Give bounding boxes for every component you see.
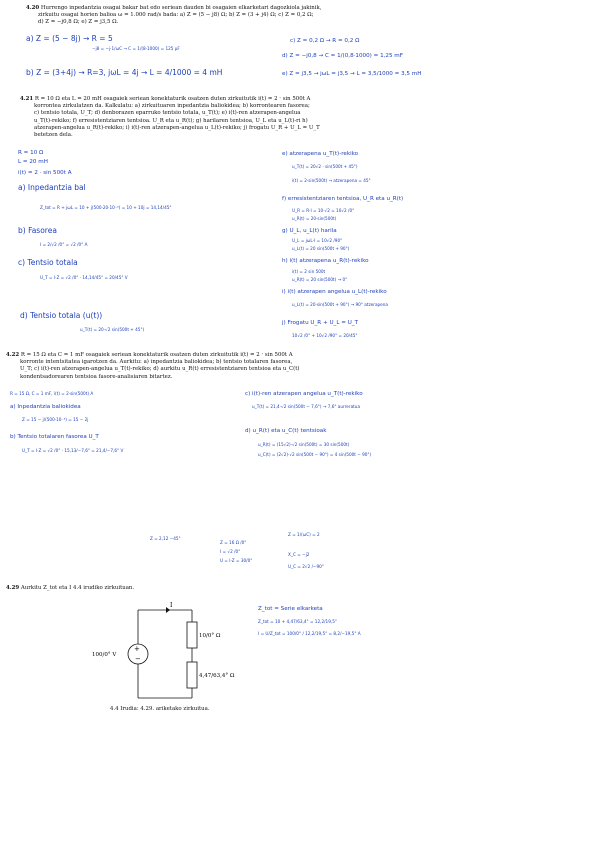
handwritten-note: e) Z = j3,5 → jωL = j3,5 → L = 3,5/1000 = 3,5 mH — [282, 71, 422, 77]
problem-4-29 — [6, 585, 566, 592]
problem-text: atzerapen-angelua u_R(t)-rekiko; i) i(t)-ren atzerapen-angelua u_L(t)-rekiko; j) frogatu U_R + U_L = U_T — [34, 124, 320, 131]
handwritten-note: e) atzerapena u_T(t)-rekiko — [282, 151, 359, 157]
handwritten-note: a) Inpedantzia baliokidea — [10, 404, 81, 410]
problem-text: betetzen dela. — [34, 132, 73, 139]
problem-4-20 — [26, 5, 586, 27]
handwritten-note: a) Z = (5 − 8j) → R = 5 — [26, 34, 113, 43]
problem-number: 4.20 — [26, 5, 40, 11]
handwritten-note: u_C(t) = (2√2)·√2 sin(500t − 90°) = 4 sin(500t − 90°) — [258, 452, 372, 457]
handwritten-note: U_L = jωL·I = 10√2 /90° — [292, 238, 343, 243]
impedance-z1 — [187, 622, 197, 648]
handwritten-note: R = 15 Ω, C = 1 mF, i(t) = 2·sin(500t) A — [10, 391, 94, 396]
handwritten-note: R = 10 Ω — [18, 150, 44, 156]
problem-text: korronte intentsitatea igarotzen da. Aurkitu: a) inpedantzia baliokidea; b) tentsio totalaren fasorea, — [20, 359, 293, 366]
handwritten-note: U_R = R·I = 10·√2 = 10√2 /0° — [292, 208, 355, 213]
handwritten-note: d) u_R(t) eta u_C(t) tentsioak — [245, 428, 327, 434]
handwritten-note: i) i(t) atzerapen angelua u_L(t)-rekiko — [282, 289, 387, 295]
handwritten-note: c) i(t)-ren atzerapen angelua u_T(t)-rekiko — [245, 391, 363, 397]
source-label: 100/0° V — [92, 652, 117, 658]
handwritten-note: Z = 16 Ω /0° — [220, 540, 247, 545]
impedance-z2 — [187, 662, 197, 688]
problem-text: R = 10 Ω eta L = 20 mH osagaiek seriean konektaturik osatzen duten zirkuitutik i(t) = 2 · sin 500t A — [34, 96, 311, 102]
figure-caption: 4.4 Irudia: 4.29. ariketako zirkuitua. — [110, 706, 210, 712]
handwritten-note: X_C = −j2 — [288, 552, 310, 557]
problem-4-21 — [20, 96, 585, 139]
handwritten-note: Z = 2,12 −45° — [150, 536, 181, 541]
source-minus-sign: − — [135, 655, 141, 663]
handwritten-note: u_R(t) = 20·sin(500t) — [292, 216, 337, 221]
z1-label: 10/0° Ω — [199, 633, 221, 639]
handwritten-note: 10√2 /0° + 10√2 /90° = 20/45° — [292, 333, 358, 338]
handwritten-note: U_T = I·Z = √2 /0° · 15,13/−7,6° = 21,4/−7,6° V — [22, 448, 124, 453]
handwritten-note: b) Fasorea — [18, 226, 57, 235]
problem-number: 4.22 — [6, 352, 20, 358]
handwritten-note: c) Tentsio totala — [18, 258, 78, 267]
handwritten-note: u_R(t) = 20 sin(500t) → 0° — [292, 277, 348, 282]
circuit-diagram — [90, 600, 240, 720]
handwritten-note: u_T(t) = 20·√2 sin(500t + 45°) — [80, 327, 145, 332]
handwritten-note: I = √2 /0° — [220, 549, 241, 554]
handwritten-note: U = I·Z = 30/0° — [220, 558, 253, 563]
handwritten-note: c) Z = 0,2 Ω → R = 0,2 Ω — [290, 38, 360, 44]
problem-text: c) tentsio totala, U_T; d) denborazen eparruko tentsio totala, u_T(t); e) i(t)-ren atzerapen-angelua — [34, 110, 301, 117]
handwritten-note: i(t) = 2 · sin 500t A — [18, 170, 72, 176]
handwritten-note: d) Z = −j0,8 → C = 1/(0,8·1000) = 1,25 mF — [282, 53, 403, 59]
handwritten-note: U_T = I·Z = √2 /0° · 14,14/45° = 20/45° V — [40, 275, 128, 280]
z2-label: 4,47/63,4° Ω — [199, 673, 235, 679]
handwritten-note: f) erresistentziaren tentsioa, U_R eta u_R(t) — [282, 196, 404, 202]
handwritten-note: i(t) = 2·sin(500t) → atzerapena = 45° — [292, 178, 371, 183]
problem-text: U_T; c) i(t)-ren atzerapen-angelua u_T(t)-rekiko; d) aurkitu u_R(t) erresistentziaren tentsioa eta u_C(t) — [20, 366, 300, 373]
source-plus-sign: + — [134, 645, 140, 653]
handwritten-note: I = 2/√2 /0° = √2 /0° A — [40, 242, 88, 247]
problem-text: korrontea zirkulatzen da. Kalkulatu: a) zirkuituaren inpedantzia baliokidea; b) korrontearen fasorea; — [34, 103, 310, 110]
handwritten-note: i(t) = 2 sin 500t — [292, 269, 326, 274]
handwritten-note: Z_tot = R + jωL = 10 + j(500·20·10⁻³) = 10 + 10j = 14,14/45° — [40, 205, 172, 210]
problem-text: R = 15 Ω eta C = 1 mF osagaiek seriean konektaturik osatzen duten zirkuitutik i(t) = 2 · sin 500t A — [20, 352, 293, 358]
problem-number: 4.21 — [20, 96, 34, 102]
handwritten-note: −j8 = −j·1/ωC → C = 1/(8·1000) = 125 μF — [92, 46, 180, 51]
handwritten-note: j) Frogatu U_R + U_L = U_T — [282, 320, 358, 326]
handwritten-note: Z_tot = Serie elkarketa — [258, 606, 323, 612]
handwritten-note: h) i(t) atzerapena u_R(t)-rekiko — [282, 258, 369, 264]
handwritten-note: U_C = 2√2 /−90° — [288, 564, 324, 569]
handwritten-note: g) U_L, u_L(t) harila — [282, 228, 337, 234]
handwritten-note: Z_tot = 10 + 4,47/63,4° = 12,2/19,5° — [258, 619, 337, 624]
problem-text: d) Z = −j0,8 Ω; e) Z = j3,5 Ω. — [38, 19, 119, 26]
handwritten-note: Z = 1/(ωC) = 2 — [288, 532, 320, 537]
handwritten-note: u_L(t) = 20·sin(500t + 90°) → 90° atzerapena — [292, 302, 388, 307]
handwritten-note: u_T(t) = 21,4·√2 sin(500t − 7,6°) → 7,6° aurreratua — [252, 404, 361, 409]
problem-text: kondentsadorearen tentsioa fasore-analisiaren bitartez. — [20, 373, 173, 380]
handwritten-note: u_L(t) = 20 sin(500t + 90°) — [292, 246, 350, 251]
current-label: I — [170, 602, 173, 609]
handwritten-note: u_R(t) = (15√2)·√2 sin(500t) = 30 sin(500t) — [258, 442, 350, 447]
problem-text: Hurrengo inpedantzia osagai bakar bat edo seriean dauden bi osagaien elkarketari dagozkiola jakinik, — [40, 5, 322, 11]
handwritten-note: u_T(t) = 20√2 · sin(500t + 45°) — [292, 164, 358, 169]
handwritten-note: I = U/Z_tot = 100/0° / 12,2/19,5° = 8,2/−19,5° A — [258, 631, 361, 636]
handwritten-note: d) Tentsio totala (u(t)) — [20, 311, 103, 320]
handwritten-note: b) Tentsio totalaren fasorea U_T — [10, 434, 99, 440]
problem-number: 4.29 — [6, 585, 20, 591]
handwritten-note: b) Z = (3+4j) → R=3, jωL = 4j → L = 4/1000 = 4 mH — [26, 68, 223, 77]
handwritten-note: Z = 15 − j/(500·10⁻³) = 15 − 2j — [22, 417, 89, 422]
problem-4-22 — [6, 352, 586, 381]
problem-text: Aurkitu Z_tot eta I 4.4 irudiko zirkuituan. — [20, 585, 135, 591]
handwritten-note: a) Inpedantzia bal — [18, 183, 86, 192]
problem-text: zirkuitu osagai horien balioa ω = 1.000 rad/s bada: a) Z = (5 − j8) Ω; b) Z = (3 + j4) Ω; c) Z = 0,2 Ω; — [38, 12, 314, 19]
handwritten-note: L = 20 mH — [18, 159, 48, 165]
problem-text: u_T(t)-rekiko; f) erresistentziaren tentsioa. U_R eta u_R(t); g) harilaren tentsioa, U_L eta u_L(t)-ri h) — [34, 117, 308, 124]
